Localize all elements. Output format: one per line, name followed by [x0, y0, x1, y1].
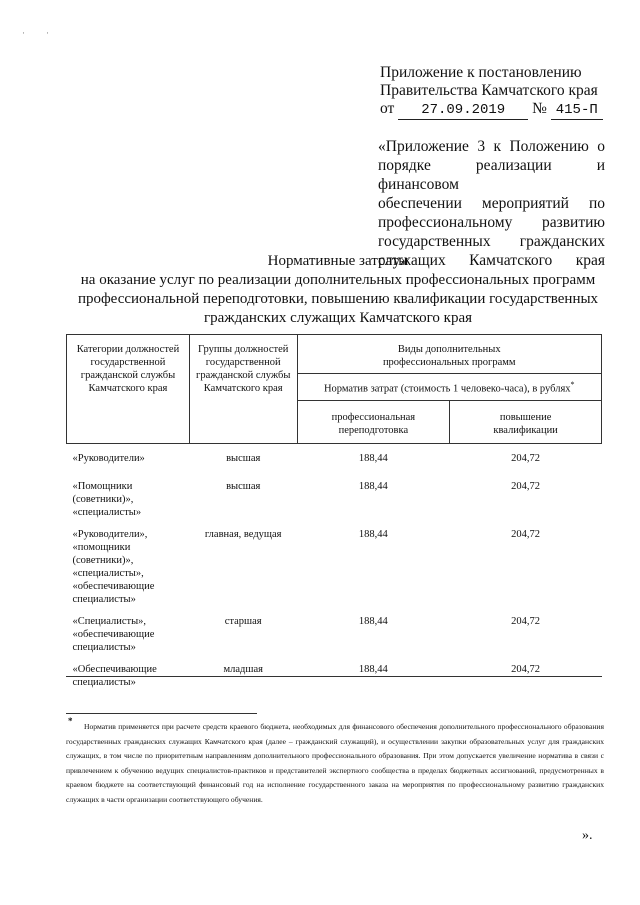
footnote-body: Норматив применяется при расчете средств краевого бюджета, необходимых для финансового обеспечения дополнительного профессионального образования государственных гражданских служащих Камчатского края (далее – гражданский служащий), и осуществлении закупки образовательных услуг для гражданских служащих, в том числе по приоритетным направлениям дополнительного профессионального образования. При этом допускается увеличение норматива в связи с привлечением к обучению ведущих специалистов-практиков и представителей экспертного сообщества в пределах бюджетных ассигнований, предусмотренных в краевом бюджете на соответствующий финансовый год на исполнение государственного заказа на мероприятия по профессиональному развитию гражданских служащих в части организации соответствующего обучения. — [66, 722, 604, 804]
row-retraining-value: 188,44 — [358, 452, 388, 464]
header-group: Группы должностей государственной гражданской службы Камчатского края — [189, 335, 297, 444]
title-line-2: на оказание услуг по реализации дополнительных профессиональных программ — [80, 272, 596, 288]
header-retraining: профессиональная переподготовка — [297, 400, 450, 443]
number-prefix: № — [532, 100, 547, 117]
row-retraining-value: 188,44 — [358, 615, 388, 627]
date-value: 27.09.2019 — [421, 102, 506, 118]
scan-mark: · — [22, 28, 25, 38]
row-category: «Руководители», «помощники (советники)», «специалисты», «обеспечивающие специалисты» — [72, 528, 155, 605]
row-group: высшая — [226, 452, 261, 464]
row-category: «Помощники (советники)», «специалисты» — [72, 480, 142, 518]
appendix-line: порядке реализации и финансовом — [378, 157, 605, 193]
row-group: главная, ведущая — [204, 528, 282, 540]
scan-mark: · — [46, 28, 49, 38]
title-line-4: гражданских служащих Камчатского края — [203, 310, 473, 326]
row-category: «Обеспечивающие специалисты» — [72, 663, 157, 688]
date-field — [398, 100, 528, 120]
table-row — [67, 615, 602, 663]
row-qualification-value: 204,72 — [511, 615, 541, 627]
norm-label: Норматив затрат (стоимость 1 человеко-часа), в рублях — [323, 383, 571, 395]
row-group: старшая — [224, 615, 262, 627]
appendix-line: государственных гражданских — [378, 233, 605, 250]
row-qualification-value: 204,72 — [511, 663, 541, 675]
header-qualification: повышение квалификации — [450, 400, 602, 443]
row-category: «Специалисты», «обеспечивающие специалисты» — [72, 615, 155, 653]
number-value: 415-П — [555, 102, 598, 118]
row-category: «Руководители» — [72, 452, 145, 464]
header-program-types: Виды дополнительных профессиональных программ — [297, 335, 602, 374]
table-row — [67, 443, 602, 480]
row-qualification-value: 204,72 — [511, 452, 541, 464]
appendix-line: служащих Камчатского края — [378, 252, 605, 269]
header-category: Категории должностей государственной гражданской службы Камчатского края — [67, 335, 190, 444]
title-line-1: Нормативные затраты — [267, 253, 409, 269]
number-field — [551, 100, 603, 120]
footnote-marker: * — [68, 716, 73, 726]
row-group: высшая — [226, 480, 261, 492]
row-group: младшая — [223, 663, 263, 675]
closing-quote: ». — [582, 828, 593, 843]
row-qualification-value: 204,72 — [511, 528, 541, 540]
header-line-2: Правительства Камчатского края — [380, 82, 598, 99]
title-line-3: профессиональной переподготовки, повышению квалификации государственных — [77, 291, 599, 307]
header-norm — [297, 374, 602, 401]
appendix-line: обеспечении мероприятий по — [378, 195, 605, 212]
norm-footnote-marker: * — [570, 380, 575, 389]
row-retraining-value: 188,44 — [358, 480, 388, 492]
appendix-line: «Приложение 3 к Положению о — [378, 138, 605, 155]
appendix-note — [378, 137, 605, 270]
footnote-separator — [66, 713, 257, 714]
norms-table — [66, 334, 602, 693]
table-row — [67, 663, 602, 693]
row-qualification-value: 204,72 — [511, 480, 541, 492]
row-retraining-value: 188,44 — [358, 663, 388, 675]
date-prefix: от — [380, 100, 395, 117]
row-retraining-value: 188,44 — [358, 528, 388, 540]
table-row — [67, 480, 602, 528]
appendix-line: профессиональному развитию — [378, 214, 605, 231]
footnote-text — [66, 720, 604, 808]
document-title — [60, 252, 616, 328]
table-row — [67, 528, 602, 615]
header-line-1: Приложение к постановлению — [380, 64, 582, 81]
header-date-number — [380, 100, 608, 120]
table-bottom-rule — [66, 676, 602, 677]
